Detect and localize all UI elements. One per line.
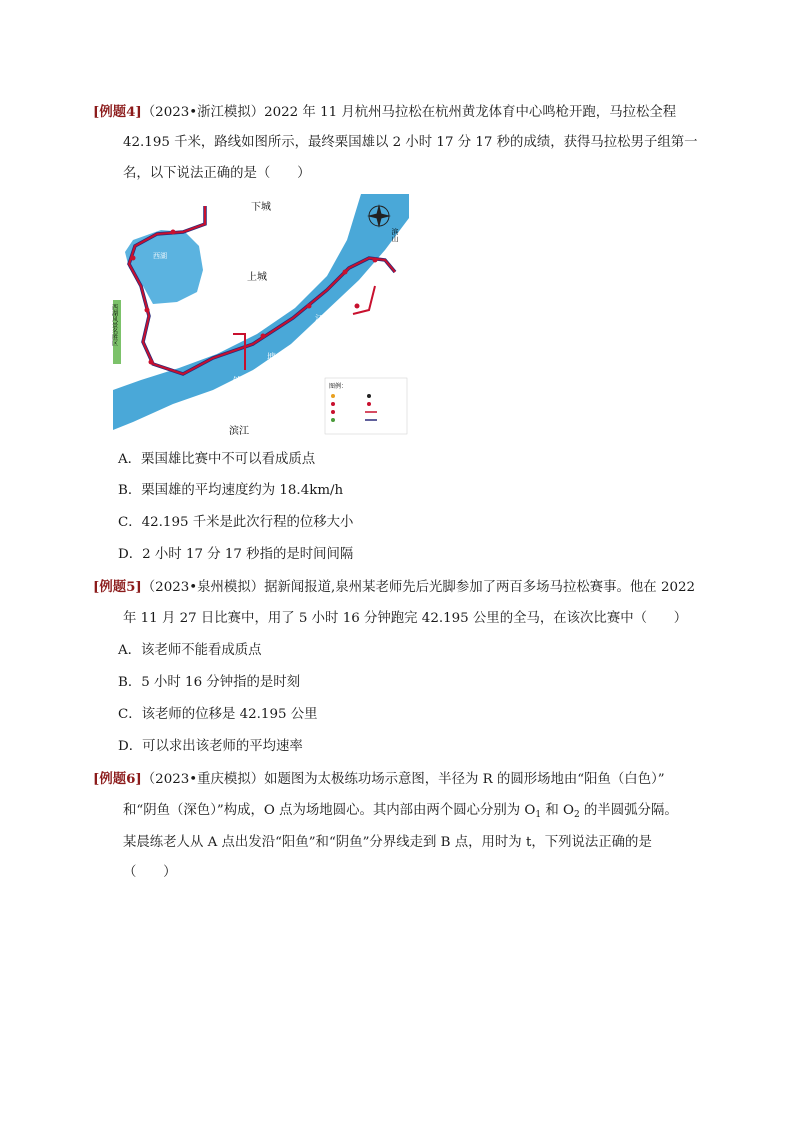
q4-option-c: C．42.195 千米是此次行程的位移大小 — [118, 515, 354, 530]
q5-option-a: A．该老师不能看成质点 — [118, 643, 262, 658]
q4-stem-2: 42.195 千米，路线如图所示，最终栗国雄以 2 小时 17 分 17 秒的成绩，获得马拉松男子组第一 — [123, 135, 698, 150]
q6-stem-2b: 和 O — [541, 803, 575, 818]
q6-sub-1: 1 — [535, 810, 542, 820]
q4-stem-1: （2023•浙江模拟）2022 年 11 月杭州马拉松在杭州黄龙体育中心鸣枪开跑，马拉松全程 — [141, 105, 677, 120]
q5-stem-1: （2023•泉州模拟）据新闻报道,泉州某老师先后光脚参加了两百多场马拉松赛事。他在 2022 — [141, 580, 696, 595]
q5-option-b: B．5 小时 16 分钟指的是时刻 — [118, 675, 301, 690]
q6-stem-1: （2023•重庆模拟）如题图为太极练功场示意图，半径为 R 的圆形场地由“阳鱼（白色）” — [141, 772, 665, 787]
map-label-scenic: 西湖风景名胜区 — [110, 304, 118, 346]
map-label-jiang: 江 — [315, 315, 325, 325]
q6-line1 — [93, 770, 665, 789]
q5-stem-2: 年 11 月 27 日比赛中，用了 5 小时 16 分钟跑完 42.195 公里的全马，在该次比赛中（ ） — [123, 611, 688, 626]
q4-line1 — [93, 103, 676, 122]
map-label-qian: 钱 — [233, 377, 243, 387]
map-label-shangcheng: 上城 — [247, 272, 267, 283]
map-label-right: 滨山 — [391, 228, 399, 242]
q5-option-c: C．该老师的位移是 42.195 公里 — [118, 707, 318, 722]
q5-line1 — [93, 578, 695, 597]
q4-tag: [例题4] — [93, 104, 142, 120]
q6-stem-4: （ ） — [123, 865, 177, 880]
map-label-binjiang: 滨江 — [229, 426, 249, 437]
q6-sub-2: 2 — [574, 810, 580, 820]
q6-tag: [例题6] — [93, 771, 142, 787]
q4-option-b: B．栗国雄的平均速度约为 18.4km/h — [118, 483, 344, 498]
legend-title: 图例： — [329, 383, 348, 390]
q4-option-d: D．2 小时 17 分 17 秒指的是时间间隔 — [118, 547, 354, 562]
map-label-xihu: 西湖 — [153, 252, 167, 260]
q5-option-d: D．可以求出该老师的平均速率 — [118, 739, 303, 754]
map-legend — [325, 378, 407, 434]
q4-stem-3: 名，以下说法正确的是（ ） — [123, 166, 311, 181]
q6-stem-2c: 的半圆弧分隔。 — [579, 803, 678, 818]
q5-tag: [例题5] — [93, 579, 142, 595]
marathon-route-map — [110, 194, 409, 438]
q6-stem-3: 某晨练老人从 A 点出发沿“阳鱼”和“阴鱼”分界线走到 B 点，用时为 t，下列说法正确的是 — [123, 835, 652, 850]
map-label-xiacheng: 下城 — [251, 202, 271, 213]
map-label-tang: 塘 — [267, 353, 277, 363]
q4-option-a: A．栗国雄比赛中不可以看成质点 — [118, 452, 316, 467]
q6-stem-2 — [123, 802, 678, 824]
q6-stem-2a: 和“阴鱼（深色）”构成，O 点为场地圆心。其内部由两个圆心分别为 O — [123, 803, 536, 818]
